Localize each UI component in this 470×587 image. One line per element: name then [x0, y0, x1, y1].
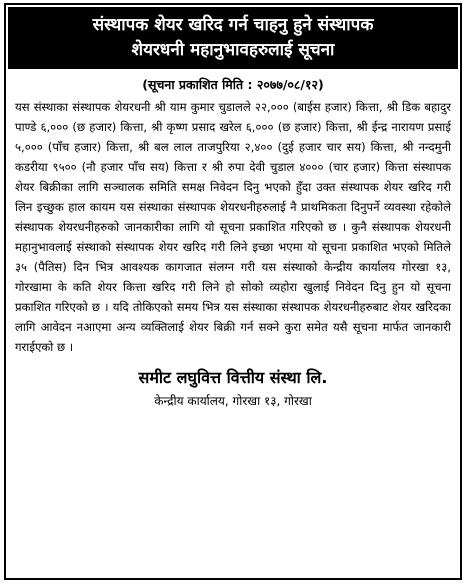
organization-address: केन्द्रीय कार्यालय, गोरखा १३, गोरखा — [154, 394, 312, 408]
notice-body: यस संस्थाका संस्थापक शेयरधनी श्री याम कुमार चुडालले २२,००० (बाईस हजार) कित्ता, श्री डिक बहादुर पाण्डे ६,००० (छ हजार) कित्ता, श्री कृष्ण प्रसाद खरेल ६,००० (छ हजार) कित्ता, श्री ईन्द्र नारायण प्रसाई ५,००० (पाँच हजार) कित्ता, श्री बल लाल ताजपुरिया २,४०० (दुई हजार चार सय) कित्ता, श्री नन्दमुनी कडरीया ९५०० (नौ हजार पाँच सय) कित्ता र श्री रुपा देवी चुडाल ४००० (चार हजार) कित्ता संस्थापक शेयर बिक्रीका लागि सञ्चालक समिति समक्ष निवेदन दिनु भएको हुँदा उक्त संस्थापक शेयर खरिद गरी लिन इच्छुक हाल कायम यस संस्थाका संस्थापक शेयरधनीहरुलाई नै प्राथमिकता दिनुपर्ने व्यवस्था रहेकोले संस्थापक शेयरधनीहरुको जानकारीका लागि यो सूचना प्रकाशित गरिएको छ । कुनै संस्थापक शेयरधनी महानुभावलाई संस्थाको संस्थापक शेयर खरिद गरी लिने इच्छा भएमा यो सूचना प्रकाशित भएको मितिले ३५ (पैतिस) दिन भित्र आवश्यक कागजात संलग्न गरी यस संस्थाको केन्द्रीय कार्यालय गोरखा १३, गोरखामा के कति शेयर कित्ता खरिद गरी लिने हो सोको व्यहोरा खुलाई निवेदन दिनु हुन यो सूचना प्रकाशित गरिएको छ । यदि तोकिएको समय भित्र यस संस्थाका संस्थापक शेयरधनीहरुबाट शेयर खरिदका लागि आवेदन नआएमा अन्य व्यक्तिलाई शेयर बिक्री गर्न सक्ने कुरा समेत यसै सूचना मार्फत जानकारी गराईएको छ । — [15, 100, 451, 354]
publication-date: (सूचना प्रकाशित मिति : २०७७/०८/१२) — [142, 77, 324, 92]
header-title-line-1: संस्थापक शेयर खरिद गर्न चाहनु हुने संस्थापक — [92, 15, 374, 35]
notice-header — [8, 7, 458, 69]
organization-name: समीट लघुवित्त वित्तीय संस्था लि. — [138, 368, 328, 387]
header-title-line-2: शेयरधनी महानुभावहरुलाई सूचना — [131, 40, 335, 60]
notice-box — [4, 3, 462, 580]
